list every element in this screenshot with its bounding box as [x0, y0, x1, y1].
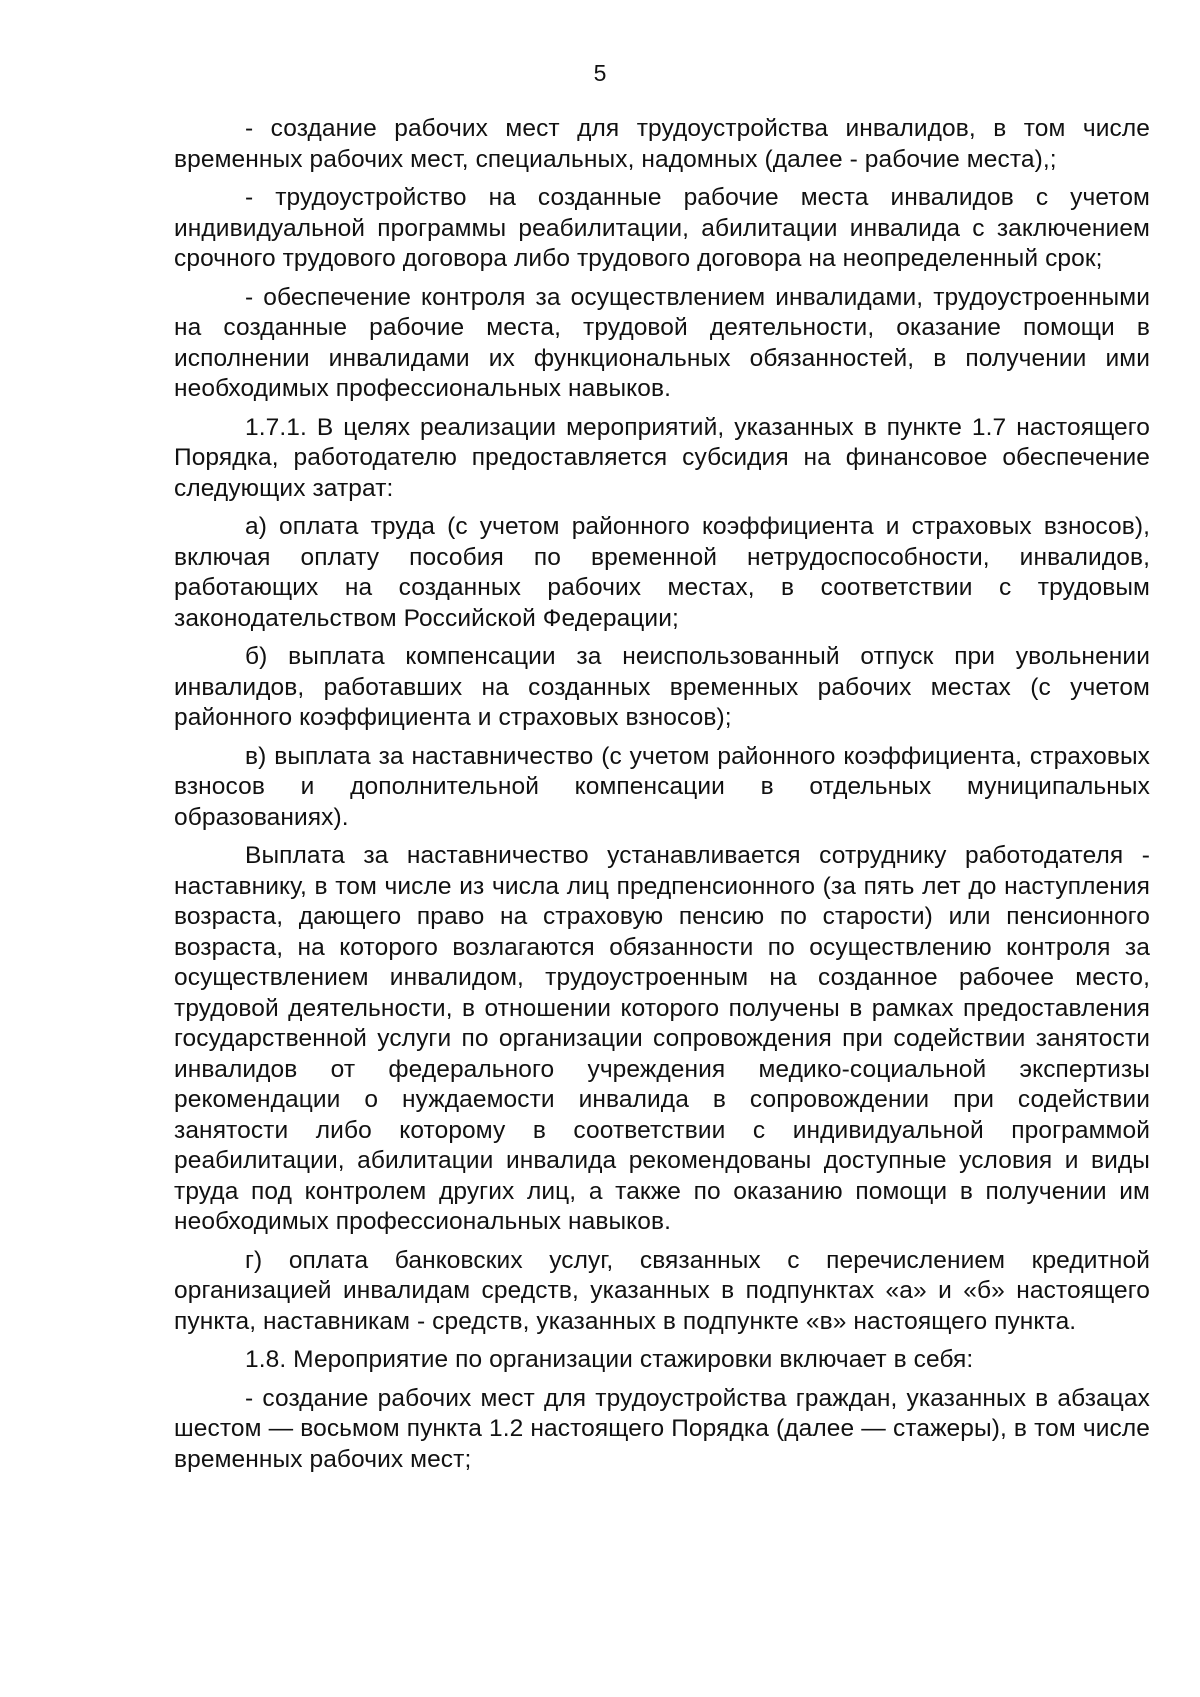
document-body: [174, 114, 1150, 1483]
paragraph-mentorship: Выплата за наставничество устанавливается сотруднику работодателя - наставнику, в том числе из числа лиц предпенсионного (за пять лет до наступления возраста, дающего право на страховую пенсию по старости) или пенсионного возраста, на которого возлагаются обязанности по осуществлению контроля за осуществлением инвалидом, трудоустроенным на созданное рабочее место, трудовой деятельности, в отношении которого получены в рамках предоставления государственной услуги по организации сопровождения при содействии занятости инвалидов от федерального учреждения медико-социальной экспертизы рекомендации о нуждаемости инвалида в сопровождении при содействии занятости либо которому в соответствии с индивидуальной программой реабилитации, абилитации инвалида рекомендованы доступные условия и виды труда под контролем других лиц, а также по оказанию помощи в получении им необходимых профессиональных навыков.: [174, 842, 1150, 1235]
paragraph-employment: - трудоустройство на созданные рабочие места инвалидов с учетом индивидуальной программы реабилитации, абилитации инвалида с заключением срочного трудового договора либо трудового договора на неопределенный срок;: [174, 184, 1150, 272]
paragraph-item-a: а) оплата труда (с учетом районного коэффициента и страховых взносов), включая оплату пособия по временной нетрудоспособности, инвалидов, работающих на созданных рабочих местах, в соответствии с трудовым законодательством Российской Федерации;: [174, 513, 1150, 632]
paragraph-control: - обеспечение контроля за осуществлением инвалидами, трудоустроенными на созданные рабочие места, трудовой деятельности, оказание помощи в исполнении инвалидами их функциональных обязанностей, в получении ими необходимых профессиональных навыков.: [174, 283, 1150, 402]
paragraph-interns: - создание рабочих мест для трудоустройства граждан, указанных в абзацах шестом — восьмом пункта 1.2 настоящего Порядка (далее — стажеры), в том числе временных рабочих мест;: [174, 1384, 1150, 1473]
paragraph-item-v: в) выплата за наставничество (с учетом районного коэффициента, страховых взносов и дополнительной компенсации в отдельных муниципальных образованиях).: [174, 742, 1150, 831]
paragraph-item-b: б) выплата компенсации за неиспользованный отпуск при увольнении инвалидов, работавших на созданных временных рабочих местах (с учетом районного коэффициента и страховых взносов);: [174, 643, 1150, 731]
page-number: 5: [593, 60, 607, 86]
paragraph-workplaces-creation: - создание рабочих мест для трудоустройства инвалидов, в том числе временных рабочих мест, специальных, надомных (далее - рабочие места),;: [174, 115, 1150, 173]
paragraph-1-8: 1.8. Мероприятие по организации стажировки включает в себя:: [245, 1346, 974, 1373]
paragraph-1-7-1: 1.7.1. В целях реализации мероприятий, указанных в пункте 1.7 настоящего Порядка, работодателю предоставляется субсидия на финансовое обеспечение следующих затрат:: [174, 413, 1150, 502]
paragraph-item-g: г) оплата банковских услуг, связанных с перечислением кредитной организацией инвалидам средств, указанных в подпунктах «а» и «б» настоящего пункта, наставникам - средств, указанных в подпункте «в» настоящего пункта.: [174, 1246, 1150, 1335]
